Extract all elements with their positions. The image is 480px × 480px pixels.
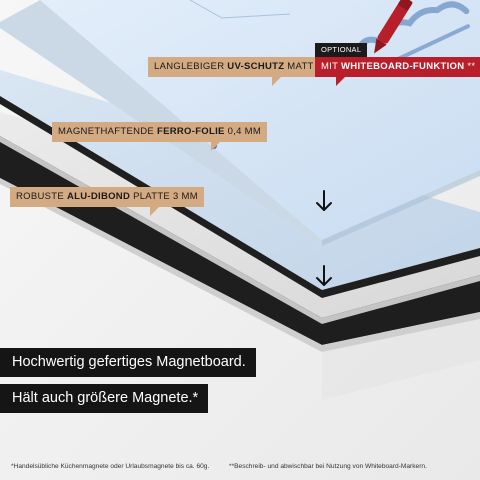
alu-dibond-label: ROBUSTE ALU-DIBOND PLATTE 3 MM — [10, 187, 204, 207]
footnote-magnets: *Handelsübliche Küchenmagnete oder Urlaubsmagnete bis ca. 60g. — [11, 463, 210, 470]
uv-protection-label: LANGLEBIGER UV-SCHUTZ MATT — [148, 57, 320, 77]
whiteboard-label: MIT WHITEBOARD-FUNKTION ** — [315, 57, 480, 77]
ferro-foil-label: MAGNETHAFTENDE FERRO-FOLIE 0,4 MM — [52, 122, 267, 142]
footnote-whiteboard: **Beschreib- und abwischbar bei Nutzung von Whiteboard-Markern. — [229, 463, 427, 470]
headline-banner: Hochwertig gefertiges Magnetboard. — [0, 348, 256, 377]
subline-banner: Hält auch größere Magnete.* — [0, 384, 208, 413]
optional-badge: OPTIONAL — [315, 43, 367, 57]
